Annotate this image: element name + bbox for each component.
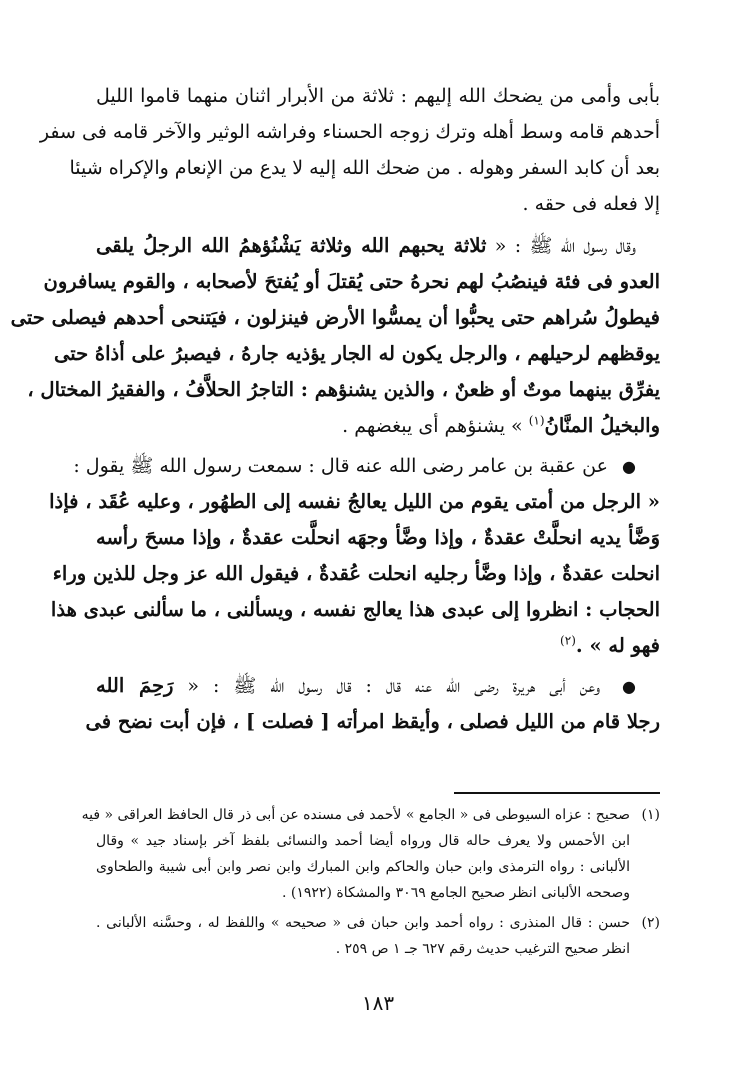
text-line [96,628,660,664]
narration-intro: عن عقبة بن عامر رضى الله عنه قال : سمعت رسول الله ﷺ يقول : [73,455,608,477]
footnote-line: الألبانى : رواه الترمذى وابن حبان والحاكم وابن المبارك وابن نصر وابن أبى شيبة والطحاوى [96,859,630,875]
hadith-line: يفرِّق بينهما موتٌ أو ظعنٌ ، والذين يشنؤهم : التاجرُ الحلاَّفُ ، والفقيرُ المختال ، [27,378,660,401]
hadith-line: انحلت عقدةٌ ، وإذا وضَّأ رجليه انحلت عُقدةٌ ، فيقول الله عز وجل للذين وراء [52,562,660,585]
bullet-icon: ● [622,457,636,476]
text-line: إلا فعله فى حقه . [522,193,660,215]
footnote-line: صحيح : عزاه السيوطى فى « الجامع » لأحمد فى مسنده عن أبى ذر قال الحافظ العراقى « فيه [81,807,630,823]
hadith-line: رجلا قام من الليل فصلى ، وأيقظ امرأته [ فصلت ] ، فإن أبت نضح فى [85,710,660,733]
paragraph-intro [39,78,660,222]
text-line: بعد أن كابد السفر وهوله . من ضحك الله إليه لا يدع من الإنعام والإكراه شيئا [69,157,660,179]
paragraph-hadith-abu-hurayrah [85,668,660,740]
footnote-ref: (٢) [560,633,576,648]
text-line [96,668,660,704]
hadith-text: فهو له » . [575,634,660,657]
bullet-icon: ● [622,677,636,696]
hadith-line: فيطولُ سُراهم حتى يحبُّوا أن يمسُّوا الأرض فينزلون ، فيَتنحى أحدهم فيصلى حتى [10,306,660,329]
book-page [10,78,660,1038]
paragraph-hadith-three [10,228,660,444]
text-line: أحدهم قامه وسط أهله وترك زوجه الحسناء وفراشه الوثير والآخر قامه فى سفر [39,121,660,143]
footnote-line: انظر صحيح الترغيب حديث رقم ٦٢٧ جـ ١ ص ٢٥٩ . [335,941,630,957]
hadith-line: « الرجل من أمتى يقوم من الليل يعالجُ نفسه إلى الطهُور ، وعليه عُقَد ، فإذا [49,490,660,513]
footnote-line: ابن الأحمس ولا يعرف حاله قال ورواه أيضا أحمد والنسائى بلفظ آخر بإسناد جيد » وقال [96,833,630,849]
text-line [96,408,660,444]
footnote-2 [96,910,660,962]
footnote-1 [81,802,660,906]
footnote-line: حسن : قال المنذرى : رواه أحمد وابن حبان فى « صحيحه » واللفظ له ، وحسَّنه الألبانى . [96,915,630,931]
hadith-text: ثلاثة يحبهم الله وثلاثة يَشْنُؤهمُ الله الرجلُ يلقى [96,234,487,257]
hadith-line: وَضَّأ يديه انحلَّتْ عقدةٌ ، وإذا وضَّأ وجهَه انحلَّت عقدةٌ ، وإذا مسحَ رأسه [96,526,660,549]
page-number: ١٨٣ [361,991,395,1015]
footnote-ref: (١) [528,413,545,428]
paragraph-hadith-uqbah [49,448,660,664]
narration-intro: وقال رسول الله ﷺ : « [494,235,636,257]
footnote-line: وصححه الألبانى انظر صحيح الجامع ٣٠٦٩ والمشكاة (١٩٢٢) . [282,885,630,901]
hadith-text: والبخيلُ المنَّانُ [544,414,660,437]
footnote-number: (١) [641,807,660,823]
hadith-line: يوقظهم لرحيلهم ، والرجل يكون له الجار يؤذيه جارهُ ، فيصبرُ على أذاهُ حتى [53,342,660,365]
text-line: بأبى وأمى من يضحك الله إليهم : ثلاثة من الأبرار اثنان منهما قاموا الليل [96,85,660,107]
footnote-divider [454,792,660,794]
text-line [73,448,660,484]
footnotes [81,802,660,962]
hadith-line: الحجاب : انظروا إلى عبدى هذا يعالج نفسه ، ويسألنى ، ما سألنى عبدى هذا [50,598,660,621]
text-line [96,228,660,264]
footnote-number: (٢) [641,915,660,931]
hadith-line: العدو فى فئة فينصُبُ لهم نحرهُ حتى يُقتلَ أو يُفتحَ لأصحابه ، والقوم يسافرون [43,270,660,293]
explanation-text: » يشنؤهم أى يبغضهم . [342,415,523,437]
hadith-text: رَحِمَ الله [96,674,174,697]
narration-intro: وعن أبى هريرة رضى الله عنه قال : قال رسول الله ﷺ : « [187,675,601,697]
